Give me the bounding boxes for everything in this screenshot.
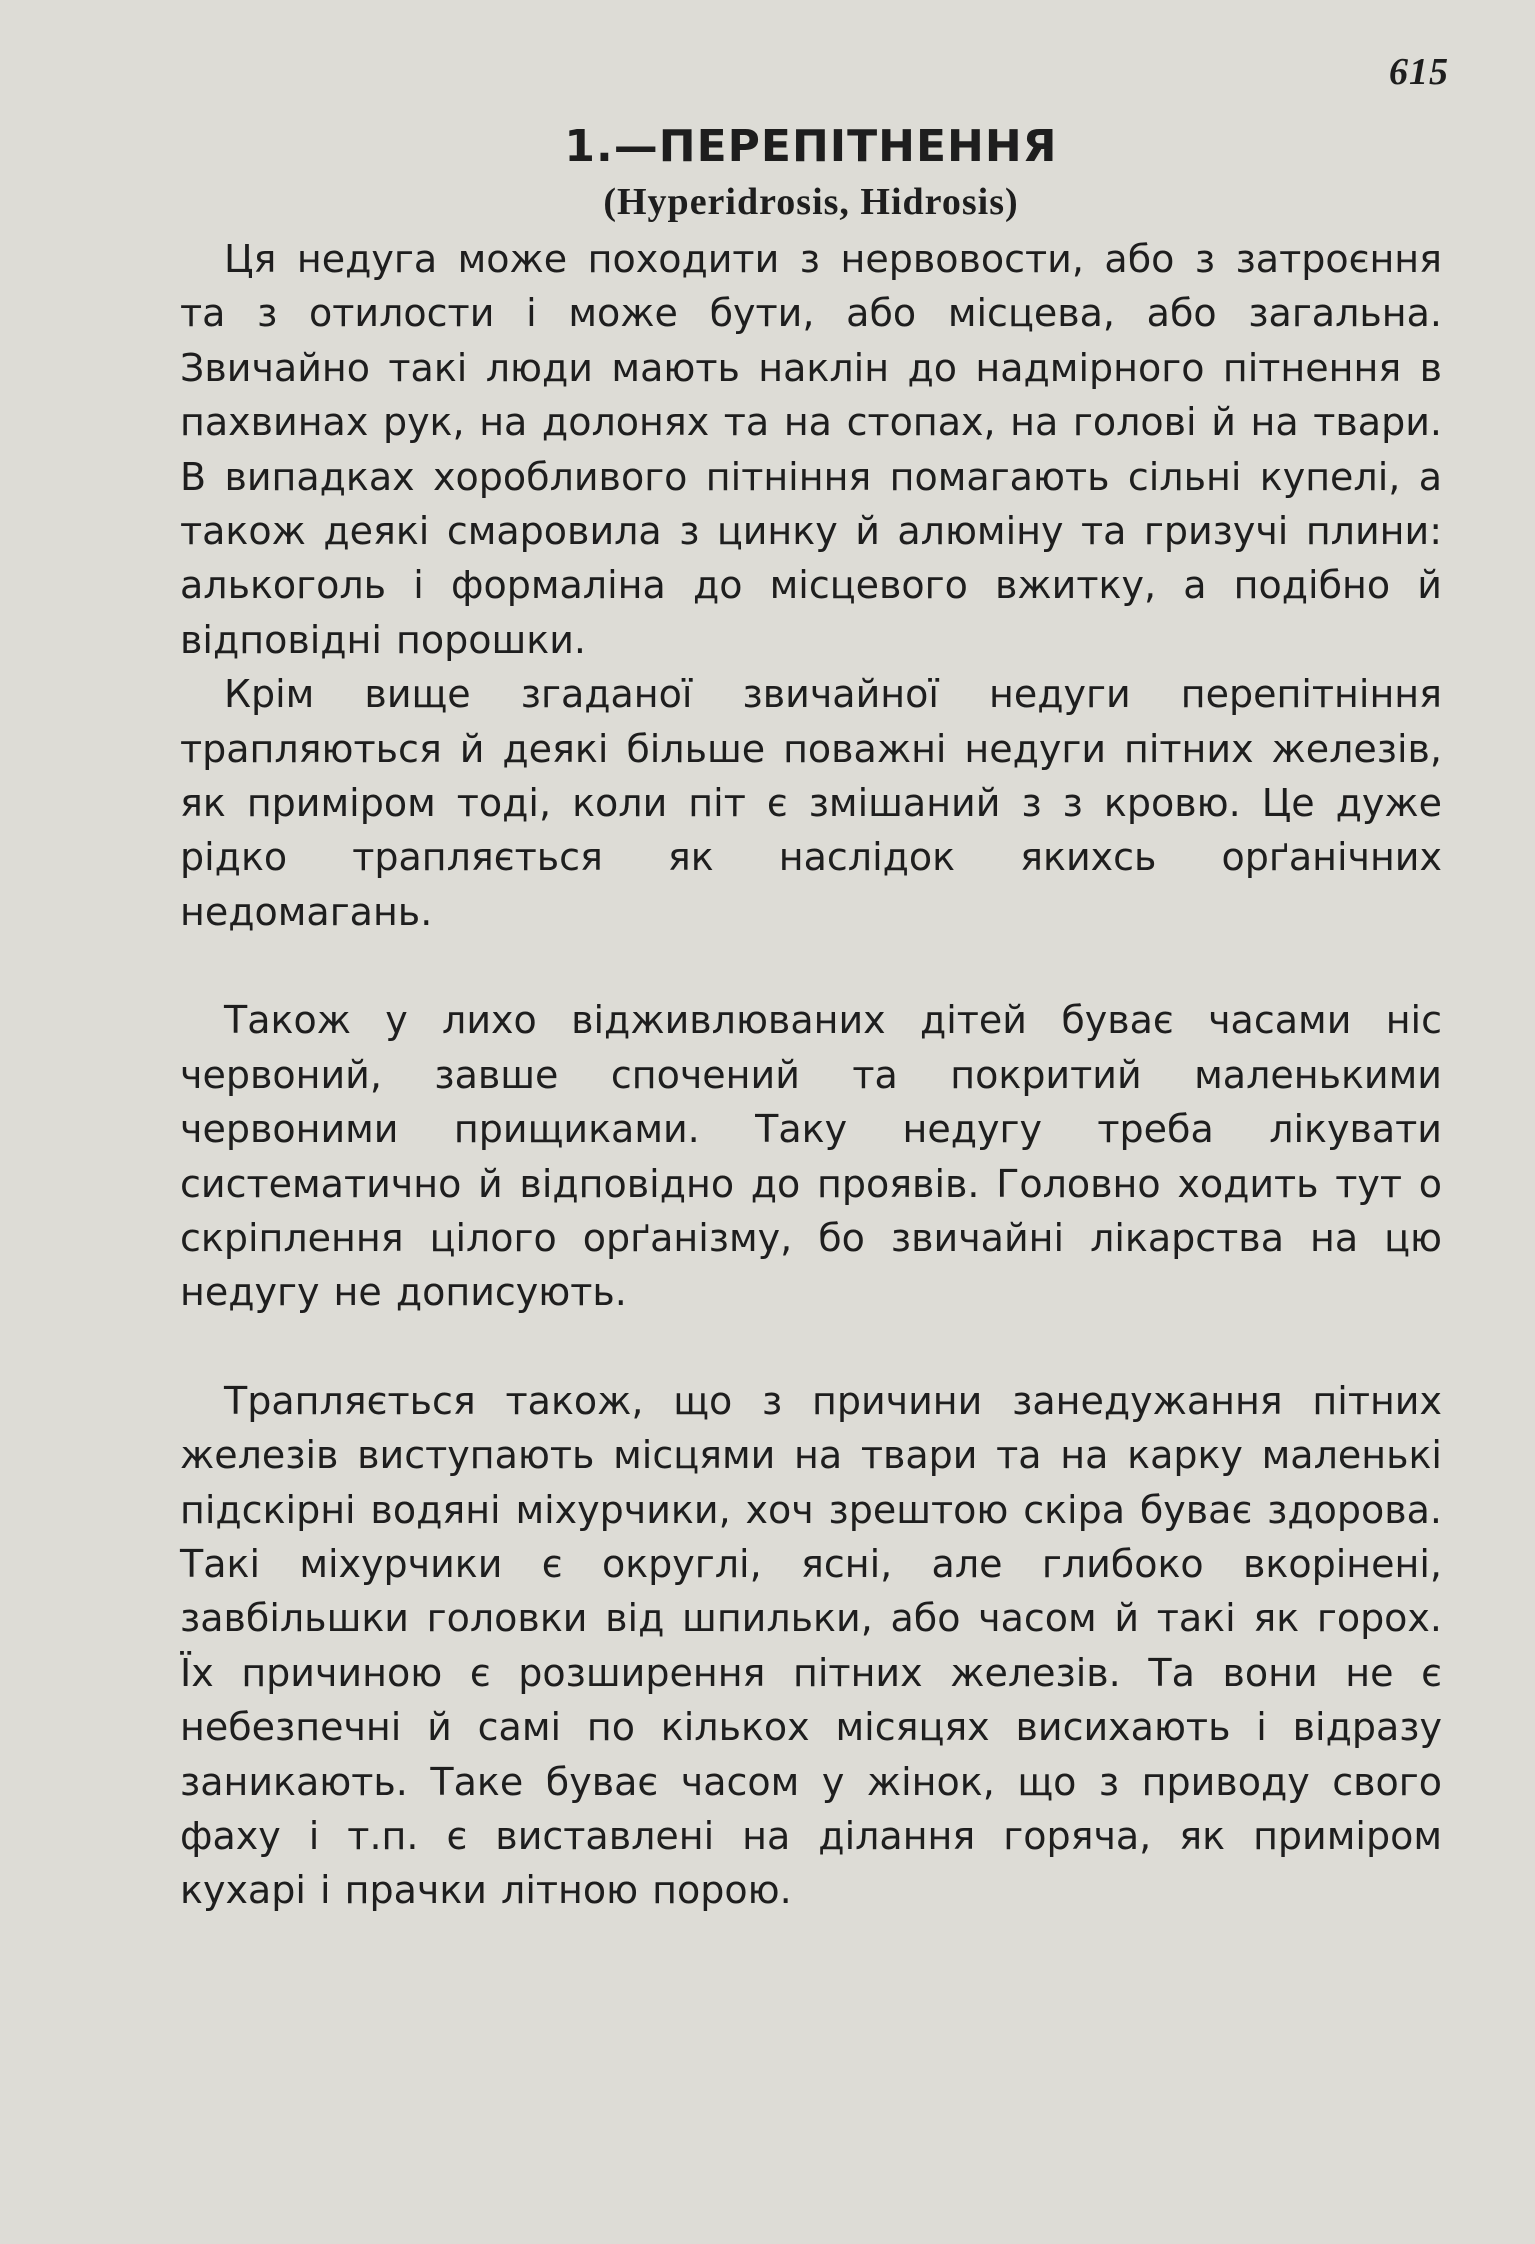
- paragraph-2: Крім вище згаданої звичайної недуги перепітніння трапляються й деякі більше поважні недуги пітних железів, як приміром тоді, коли піт є змішаний з з кровю. Це дуже рідко трапляється як наслідок якихсь орґанічних недомагань.: [180, 672, 1442, 934]
- article: [180, 118, 1442, 1918]
- paragraph-gap: [180, 1320, 1442, 1374]
- paragraph-gap: [180, 939, 1442, 993]
- page-number: 615: [1389, 51, 1449, 93]
- paragraph-3: Також у лихо відживлюваних дітей буває часами ніс червоний, завше спочений та покритий маленькими червоними прищиками. Таку недугу треба лікувати систематично й відповідно до проявів. Головно ходить тут о скріплення цілого орґанізму, бо звичайні лікарства на цю недугу не дописують.: [180, 998, 1442, 1315]
- article-subtitle: (Hyperidrosis, Hidrosis): [603, 181, 1019, 223]
- paragraph-1: Ця недуга може походити з нервовости, або з затроєння та з отилости і може бути, або місцева, або загальна. Звичайно такі люди мають наклін до надмірного пітнення в пахвинах рук, на долонях та на стопах, на голові й на твари. В випадках хоробливого пітніння помагають сільні купелі, а також деякі смаровила з цинку й алюміну та гризучі плини: алькоголь і формаліна до місцевого вжитку, а подібно й відповідні порошки.: [180, 237, 1442, 662]
- paragraph-4: Трапляється також, що з причини занедужання пітних железів виступають місцями на твари та на карку маленькі підскірні водяні міхурчики, хоч зрештою скіра буває здорова. Такі міхурчики є округлі, ясні, але глибоко вкорінені, завбільшки головки від шпильки, або часом й такі як горох. Їх причиною є розширення пітних железів. Та вони не є небезпечні й самі по кількох місяцях висихають і відразу заникають. Таке буває часом у жінок, що з приводу свого фаху і т.п. є виставлені на ділання горяча, як приміром кухарі і прачки літною порою.: [180, 1378, 1442, 1913]
- article-title: 1.—ПЕРЕПІТНЕННЯ: [564, 121, 1058, 172]
